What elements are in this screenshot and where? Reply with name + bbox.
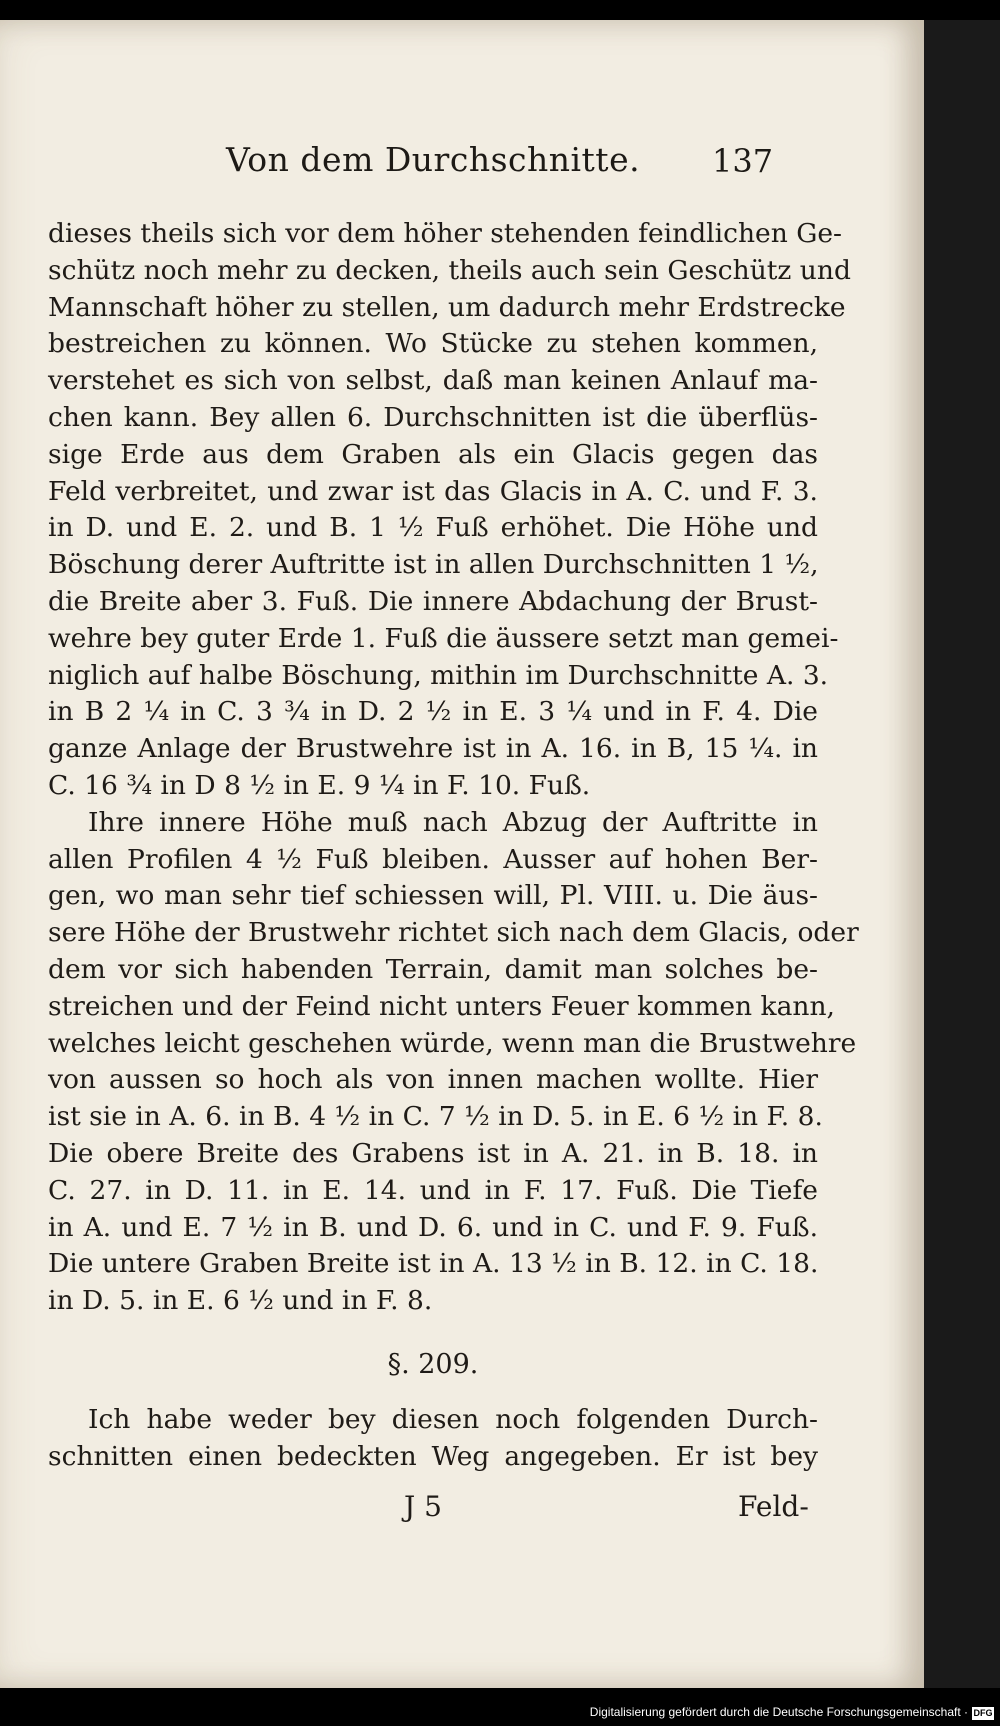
text-line: schütz noch mehr zu decken, theils auch sein Geschütz und	[48, 254, 851, 286]
scan-border	[924, 20, 1000, 1688]
text-line: Ich habe weder bey diesen noch folgenden Durch-	[88, 1403, 818, 1435]
section-heading: §. 209.	[387, 1348, 479, 1380]
book-page	[0, 20, 924, 1688]
text-line: ist sie in A. 6. in B. 4 ½ in C. 7 ½ in D. 5. in E. 6 ½ in F. 8.	[48, 1101, 823, 1133]
body-text	[48, 216, 859, 1476]
text-line: ganze Anlage der Brustwehre ist in A. 16. in B, 15 ¼. in	[48, 733, 818, 765]
funding-banner	[0, 1702, 1000, 1726]
text-line: in A. und E. 7 ½ in B. und D. 6. und in C. und F. 9. Fuß.	[48, 1211, 818, 1243]
text-line: schnitten einen bedeckten Weg angegeben. Er ist bey	[48, 1440, 818, 1472]
text-line: von aussen so hoch als von innen machen wollte. Hier	[48, 1064, 818, 1096]
text-line: welches leicht geschehen würde, wenn man die Brustwehre	[48, 1027, 857, 1059]
text-line: Die obere Breite des Grabens ist in A. 21. in B. 18. in	[48, 1137, 818, 1169]
text-line: die Breite aber 3. Fuß. Die innere Abdachung der Brust-	[48, 585, 818, 617]
text-line: wehre bey guter Erde 1. Fuß die äussere setzt man gemei-	[48, 622, 839, 654]
text-line: dem vor sich habenden Terrain, damit man solches be-	[48, 953, 818, 985]
paragraph-1	[48, 216, 851, 805]
text-line: C. 16 ¾ in D 8 ½ in E. 9 ¼ in F. 10. Fuß.	[48, 769, 591, 801]
text-line: sige Erde aus dem Graben als ein Glacis gegen das	[48, 438, 818, 470]
funding-note: Digitalisierung gefördert durch die Deutsche Forschungsgemeinschaft ·	[589, 1705, 968, 1719]
text-line: in D. 5. in E. 6 ½ und in F. 8.	[48, 1285, 433, 1317]
text-line: Böschung derer Auftritte ist in allen Durchschnitten 1 ½,	[48, 549, 819, 581]
paragraph-3	[48, 1402, 818, 1476]
text-line: sere Höhe der Brustwehr richtet sich nach dem Glacis, oder	[48, 917, 859, 949]
page-number: 137	[712, 142, 774, 180]
text-line: niglich auf halbe Böschung, mithin im Durchschnitte A. 3.	[48, 659, 829, 691]
text-line: streichen und der Feind nicht unters Feuer kommen kann,	[48, 990, 835, 1022]
text-line: Ihre innere Höhe muß nach Abzug der Auftritte in	[88, 806, 818, 838]
text-line: in D. und E. 2. und B. 1 ½ Fuß erhöhet. Die Höhe und	[48, 512, 818, 544]
text-line: bestreichen zu können. Wo Stücke zu stehen kommen,	[48, 328, 818, 360]
text-line: allen Profilen 4 ½ Fuß bleiben. Ausser auf hohen Ber-	[48, 843, 818, 875]
text-line: Feld verbreitet, und zwar ist das Glacis in A. C. und F. 3.	[48, 475, 818, 507]
text-line: dieses theils sich vor dem höher stehenden feindlichen Ge-	[48, 218, 843, 249]
catchword: Feld-	[738, 1490, 809, 1523]
text-line: Die untere Graben Breite ist in A. 13 ½ in B. 12. in C. 18.	[48, 1248, 819, 1280]
text-line: verstehet es sich von selbst, daß man keinen Anlauf ma-	[48, 365, 818, 397]
signature-mark: J 5	[404, 1490, 442, 1523]
text-line: C. 27. in D. 11. in E. 14. und in F. 17. Fuß. Die Tiefe	[48, 1174, 818, 1206]
page-footer	[0, 1490, 924, 1530]
text-line: gen, wo man sehr tief schiessen will, Pl. VIII. u. Die äus-	[48, 880, 818, 912]
page-header	[0, 132, 924, 192]
paragraph-2	[48, 805, 859, 1320]
text-line: in B 2 ¼ in C. 3 ¾ in D. 2 ½ in E. 3 ¼ und in F. 4. Die	[48, 696, 818, 728]
text-line: chen kann. Bey allen 6. Durchschnitten ist die überflüs-	[48, 401, 818, 433]
text-line: Mannschaft höher zu stellen, um dadurch mehr Erdstrecke	[48, 291, 846, 323]
running-title: Von dem Durchschnitte.	[226, 140, 641, 179]
dfg-logo-icon: DFG	[973, 1708, 993, 1718]
